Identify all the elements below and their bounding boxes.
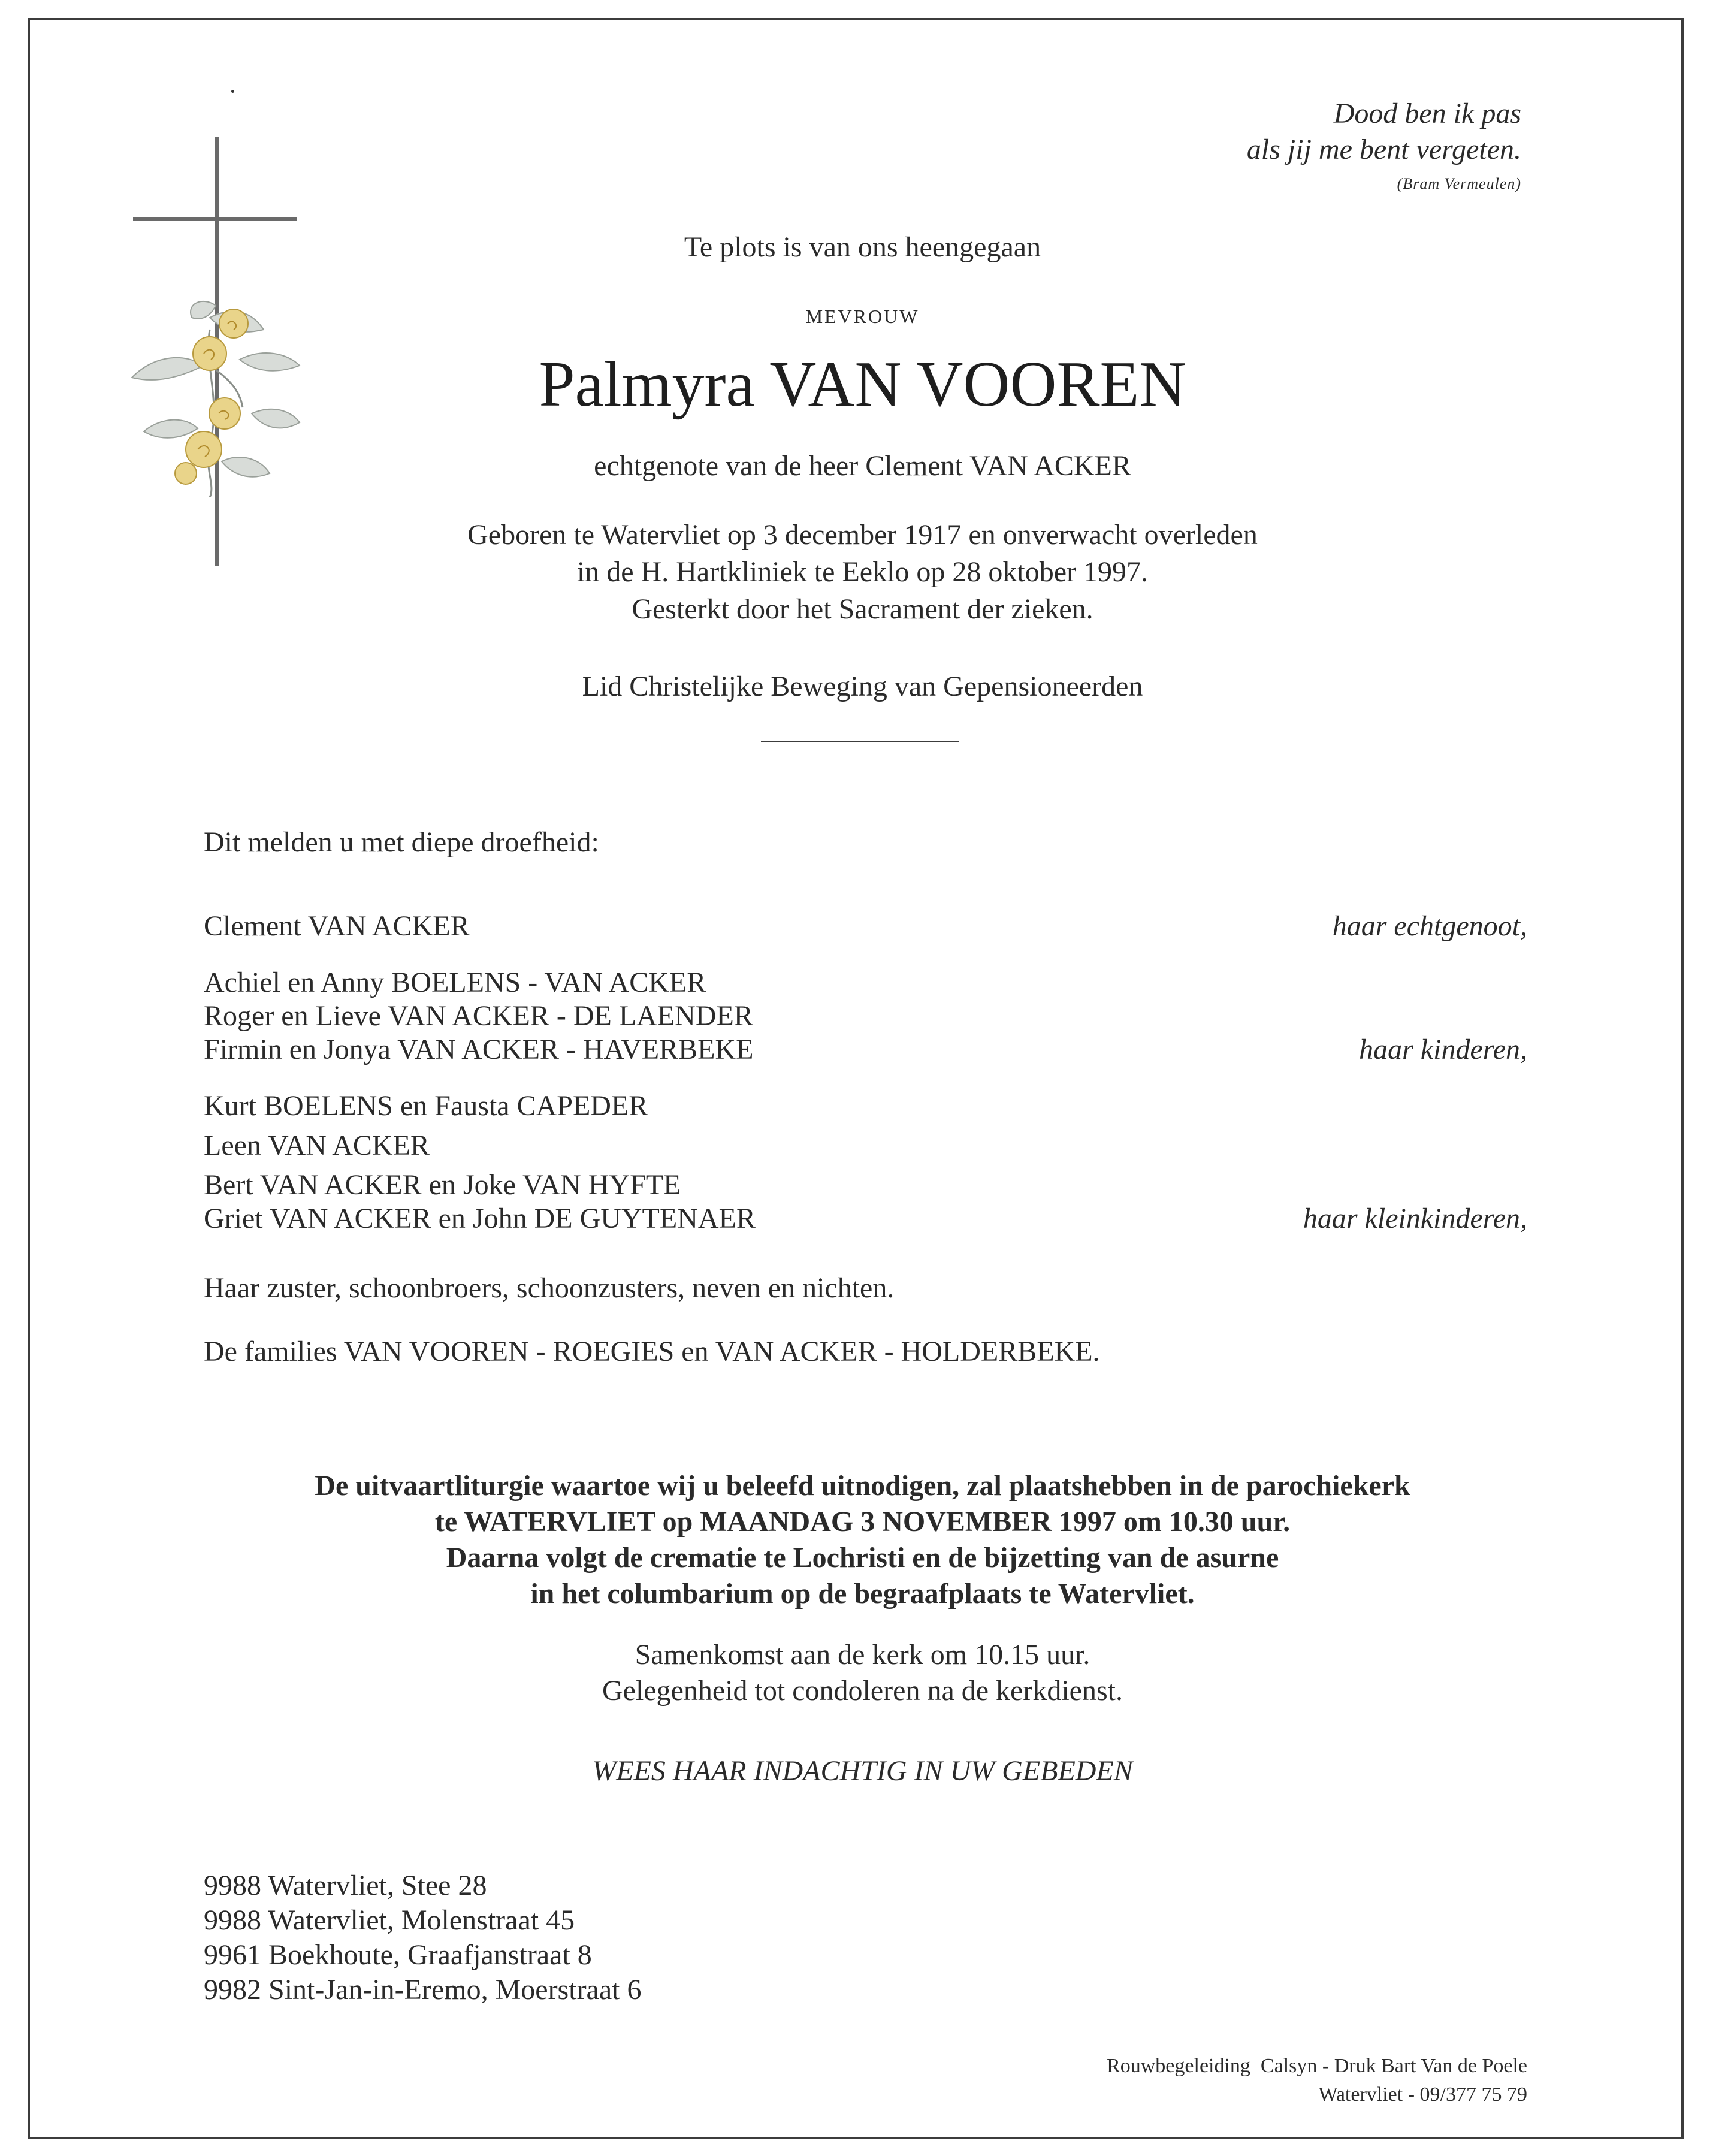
printer-info [1107, 2052, 1527, 2109]
cross-horizontal-bar [133, 217, 297, 221]
bio-line-3: Gesterkt door het Sacrament der zieken. [632, 593, 1093, 625]
biography [0, 517, 1725, 628]
families-line: De families VAN VOOREN - ROEGIES en VAN ACKER - HOLDERBEKE. [204, 1336, 1100, 1367]
intro-text: Te plots is van ons heengegaan [684, 231, 1041, 263]
child-1: Achiel en Anny BOELENS - VAN ACKER [204, 967, 706, 998]
grandchildren-role: haar kleinkinderen, [1303, 1203, 1527, 1234]
address-1: 9988 Watervliet, Stee 28 [204, 1870, 487, 1901]
bio-line-1: Geboren te Watervliet op 3 december 1917 en onverwacht overleden [467, 519, 1258, 551]
grandchild-1: Kurt BOELENS en Fausta CAPEDER [204, 1090, 648, 1122]
gathering-line-2: Gelegenheid tot condoleren na de kerkdienst. [602, 1675, 1123, 1707]
printer-line-1: Rouwbegeleiding Calsyn - Druk Bart Van de Poele [1107, 2055, 1527, 2077]
funeral-details [0, 1468, 1725, 1612]
gathering-line-1: Samenkomst aan de kerk om 10.15 uur. [635, 1639, 1090, 1671]
bio-line-2: in de H. Hartkliniek te Eeklo op 28 oktober 1997. [576, 556, 1149, 588]
grandchild-4: Griet VAN ACKER en John DE GUYTENAER [204, 1203, 756, 1234]
speck [231, 90, 234, 93]
child-2: Roger en Lieve VAN ACKER - DE LAENDER [204, 1000, 753, 1032]
quote-author: (Bram Vermeulen) [1397, 175, 1521, 192]
funeral-line-3: Daarna volgt de crematie te Lochristi en de bijzetting van de asurne [446, 1542, 1279, 1574]
quote [1247, 96, 1521, 168]
gathering-info [0, 1637, 1725, 1709]
siblings-line: Haar zuster, schoonbroers, schoonzusters, neven en nichten. [204, 1272, 895, 1304]
title-prefix: MEVROUW [805, 306, 920, 327]
quote-line-1: Dood ben ik pas [1333, 98, 1521, 129]
remembrance-line: WEES HAAR INDACHTIG IN UW GEBEDEN [592, 1755, 1133, 1787]
spouse-line: echtgenote van de heer Clement VAN ACKER [594, 450, 1131, 482]
divider [761, 741, 959, 742]
grandchild-2: Leen VAN ACKER [204, 1130, 430, 1161]
husband-role: haar echtgenoot, [1332, 910, 1527, 942]
child-3: Firmin en Jonya VAN ACKER - HAVERBEKE [204, 1034, 754, 1065]
funeral-line-2: te WATERVLIET op MAANDAG 3 NOVEMBER 1997 om 10.30 uur. [434, 1506, 1291, 1538]
quote-line-2: als jij me bent vergeten. [1246, 134, 1521, 165]
children-role: haar kinderen, [1359, 1034, 1527, 1065]
address-2: 9988 Watervliet, Molenstraat 45 [204, 1904, 575, 1936]
printer-line-2: Watervliet - 09/377 75 79 [1318, 2083, 1527, 2106]
funeral-line-4: in het columbarium op de begraafplaats te Watervliet. [530, 1578, 1195, 1610]
membership-line: Lid Christelijke Beweging van Gepensioneerden [582, 671, 1143, 702]
grandchild-3: Bert VAN ACKER en Joke VAN HYFTE [204, 1169, 681, 1201]
address-4: 9982 Sint-Jan-in-Eremo, Moerstraat 6 [204, 1974, 642, 2006]
address-list [204, 1868, 642, 2007]
husband-name: Clement VAN ACKER [204, 910, 470, 942]
funeral-line-1: De uitvaartliturgie waartoe wij u beleefd uitnodigen, zal plaatshebben in de parochiekerk [315, 1470, 1410, 1502]
deceased-name: Palmyra VAN VOOREN [539, 349, 1186, 420]
address-3: 9961 Boekhoute, Graafjanstraat 8 [204, 1939, 592, 1971]
announcement: Dit melden u met diepe droefheid: [204, 826, 599, 858]
